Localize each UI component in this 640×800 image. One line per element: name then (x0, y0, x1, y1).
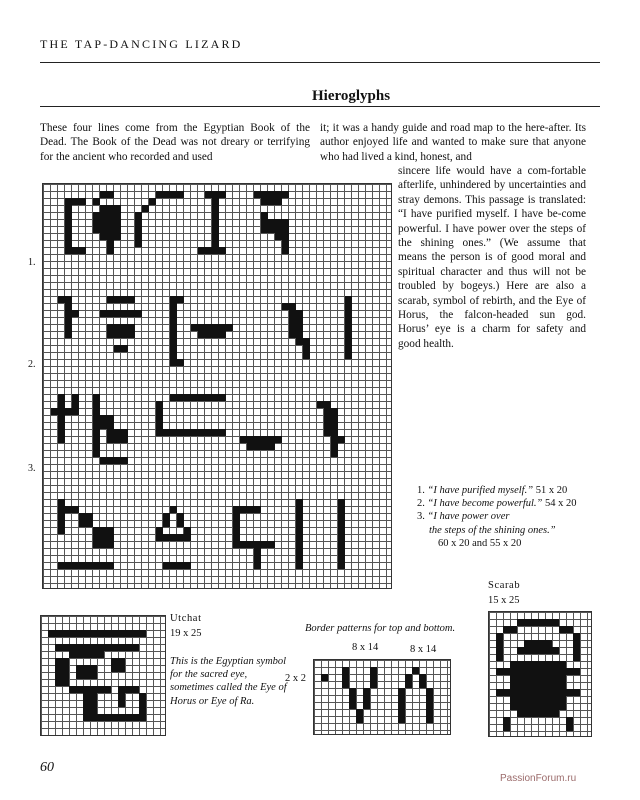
border-patterns-chart (313, 659, 451, 735)
caption-2-text: “I have become powerful.” (427, 498, 543, 510)
header-rule (40, 62, 600, 63)
intro-column-1: These four lines come from the Egyptian Book of the Dead. The Book of the Dead was not dreary or terrifying for the ancient who recorded and used (40, 122, 310, 163)
running-head: THE TAP-DANCING LIZARD (40, 37, 243, 51)
section-title: Hieroglyphs (312, 88, 391, 104)
border-dim-right: 8 x 14 (410, 644, 437, 655)
border-patterns-glyphs (314, 660, 452, 736)
row-label-2: 2. (28, 359, 36, 370)
utchat-dim: 19 x 25 (170, 628, 202, 639)
page-number: 60 (40, 760, 54, 775)
intro-wrap-text: sincere life would have a com-fortable afterlife, unhindered by uncertainties and stray demons. This passage is translated: “I have purified myself. I have be-come powerful. I have power over the steps of the shining ones.” (We assume that means the person is of good moral and spiritual character and thus will not be troubled by bogeys.) Here are also a scarab, symbol of rebirth, and the Eye of Horus, the falcon-headed sun god. Horus’ eye is a charm for safety and good health. (398, 165, 586, 350)
caption-3-text-a: “I have power over (427, 511, 510, 523)
row-label-1: 1. (28, 257, 36, 268)
scarab-chart (488, 611, 592, 737)
border-small-dim: 2 x 2 (285, 673, 306, 684)
border-patterns-title: Border patterns for top and bottom. (305, 623, 456, 634)
intro-column-2: it; it was a handy guide and road map to the here-after. Its author enjoyed life and wanted to make sure that anyone who had lived a kind, honest, and (320, 122, 586, 163)
utchat-title: Utchat (170, 613, 202, 624)
caption-3-dim: 60 x 20 and 55 x 20 (438, 537, 522, 549)
chart-captions (417, 484, 577, 550)
section-heading (40, 86, 600, 107)
caption-2-dim: 54 x 20 (545, 498, 577, 510)
scarab-title: Scarab (488, 580, 521, 591)
caption-1-dim: 51 x 20 (535, 485, 568, 496)
watermark: PassionForum.ru (500, 773, 577, 784)
caption-1-number: 1. (417, 485, 425, 496)
hieroglyph-chart (42, 183, 392, 589)
row-label-3: 3. (28, 463, 36, 474)
caption-3-number: 3. (417, 511, 425, 523)
caption-3-text-b: the steps of the shining ones.” (429, 524, 556, 536)
utchat-description: This is the Egyptian symbol for the sacred eye, sometimes called the Eye of Horus or Eye of Ra. (170, 656, 287, 707)
border-dim-left: 8 x 14 (352, 642, 379, 653)
caption-1-text: “I have purified myself.” (427, 485, 534, 496)
utchat-glyph (41, 616, 167, 737)
utchat-chart (40, 615, 166, 736)
caption-2-number: 2. (417, 498, 425, 510)
hieroglyph-glyphs (43, 184, 393, 590)
scarab-glyph (489, 612, 593, 738)
scarab-dim: 15 x 25 (488, 595, 520, 606)
